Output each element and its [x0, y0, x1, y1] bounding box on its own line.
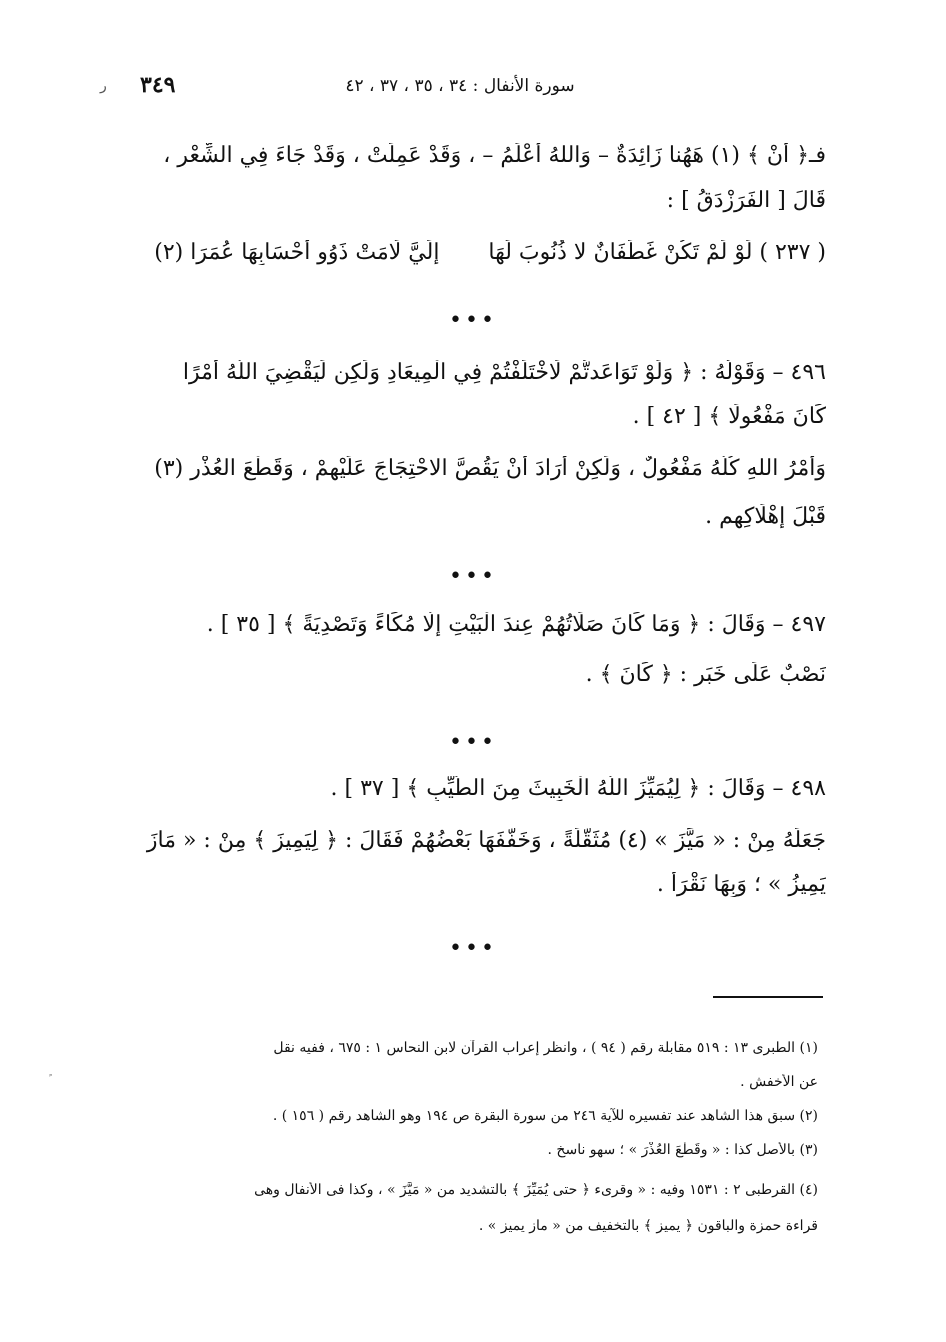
section-separator: •••: [449, 564, 497, 589]
entry-line: وَأَمْرُ اللهِ كُلُّهُ مَفْعُولٌ ، وَلَكِنْ أَرَادَ أَنْ يَقُصَّ الاحْتِجَاجَ عَلَيْهِمْ ، وَقَطْعَ العُذْرِ (٣): [154, 456, 826, 481]
running-header-title: سورة الأنفال : ٣٤ ، ٣٥ ، ٣٧ ، ٤٢: [345, 76, 575, 96]
entry-line: يَمِيزُ » ؛ وَبِهَا نَقْرَأُ .: [656, 872, 826, 897]
footnote-line: عن الأخفش .: [740, 1074, 818, 1090]
entry-line: قَبْلَ إِهْلَاكِهِم .: [705, 504, 826, 529]
intro-line: قَالَ [ الفَرَزْدَقُ ] :: [666, 188, 826, 213]
footnote-line: (١) الطبرى ١٣ : ٥١٩ مقابلة رقم ( ٩٤ ) ، وانظر إعراب القرآن لابن النحاس ١ : ٦٧٥ ، ففيه نقل: [273, 1040, 818, 1056]
poetry-verse: ( ٢٣٧ ) لَوْ لَمْ تَكُنْ غَطَفَانٌ لا ذُنُوبَ لَهَا إِلَيَّ لَامَتْ ذَوُو أَحْسَابِهَا عُمَرَا (٢): [154, 240, 826, 265]
section-separator: •••: [449, 730, 497, 755]
entry-line: كَانَ مَفْعُولًا ﴾ [ ٤٢ ] .: [632, 404, 826, 429]
footnote-line: (٢) سبق هذا الشاهد عند تفسيره للآية ٢٤٦ من سورة البقرة ص ١٩٤ وهو الشاهد رقم ( ١٥٦ ) .: [272, 1108, 818, 1124]
footnote-line: (٤) القرطبى ٢ : ١٥٣١ وفيه : « وقرىء ﴿ حتى يُمَيِّزَ ﴾ بالتشديد من « مَيَّزَ » ، وكذا فى الأنفال وهى: [254, 1182, 818, 1198]
entry-line: جَعَلَهُ مِنْ : « مَيَّزَ » (٤) مُثَقَّلَةً ، وَخَفَّفَهَا بَعْضُهُمْ فَقَالَ : ﴿ لِيَمِيزَ ﴾ مِنْ : « مَازَ: [146, 828, 826, 853]
footnote-rule: [713, 996, 823, 998]
intro-line: فـ﴿ أَنْ ﴾ (١) هَهُنا زَائِدَةٌ – وَاللهُ أَعْلَمُ – ، وَقَدْ عَمِلَتْ ، وَقَدْ جَاءَ فِي الشِّعْرِ ،: [163, 143, 826, 168]
header-corner-mark: ر: [100, 78, 107, 94]
entry-line: ٤٩٦ – وَقَوْلُهُ : ﴿ وَلَوْ تَوَاعَدتُّمْ لَاخْتَلَفْتُمْ فِي الْمِيعَادِ وَلَكِن لِّيَقْضِيَ اللَّهُ أَمْرًا: [182, 360, 826, 385]
page-number: ٣٤٩: [140, 72, 176, 98]
entry-line: نَصْبٌ عَلَى خَبَرِ : ﴿ كَانَ ﴾ .: [585, 662, 826, 687]
section-separator: •••: [449, 308, 497, 333]
footnote-line: (٣) بالأصل كذا : « وقَطْعَ العُذْرَ » ؛ سهو ناسخ .: [547, 1142, 818, 1158]
footnote-line: قراءة حمزة والباقون ﴿ يميز ﴾ بالتخفيف من « ماز يميز » .: [478, 1218, 818, 1234]
entry-line: ٤٩٨ – وَقَالَ : ﴿ لِيُمَيِّزَ اللَّهُ الْخَبِيثَ مِنَ الطَّيِّبِ ﴾ [ ٣٧ ] .: [330, 776, 826, 801]
entry-line: ٤٩٧ – وَقَالَ : ﴿ وَمَا كَانَ صَلَاتُهُمْ عِندَ الْبَيْتِ إِلَّا مُكَاءً وَتَصْدِيَةً ﴾ [ ٣٥ ] .: [206, 612, 826, 637]
section-separator: •••: [449, 936, 497, 961]
